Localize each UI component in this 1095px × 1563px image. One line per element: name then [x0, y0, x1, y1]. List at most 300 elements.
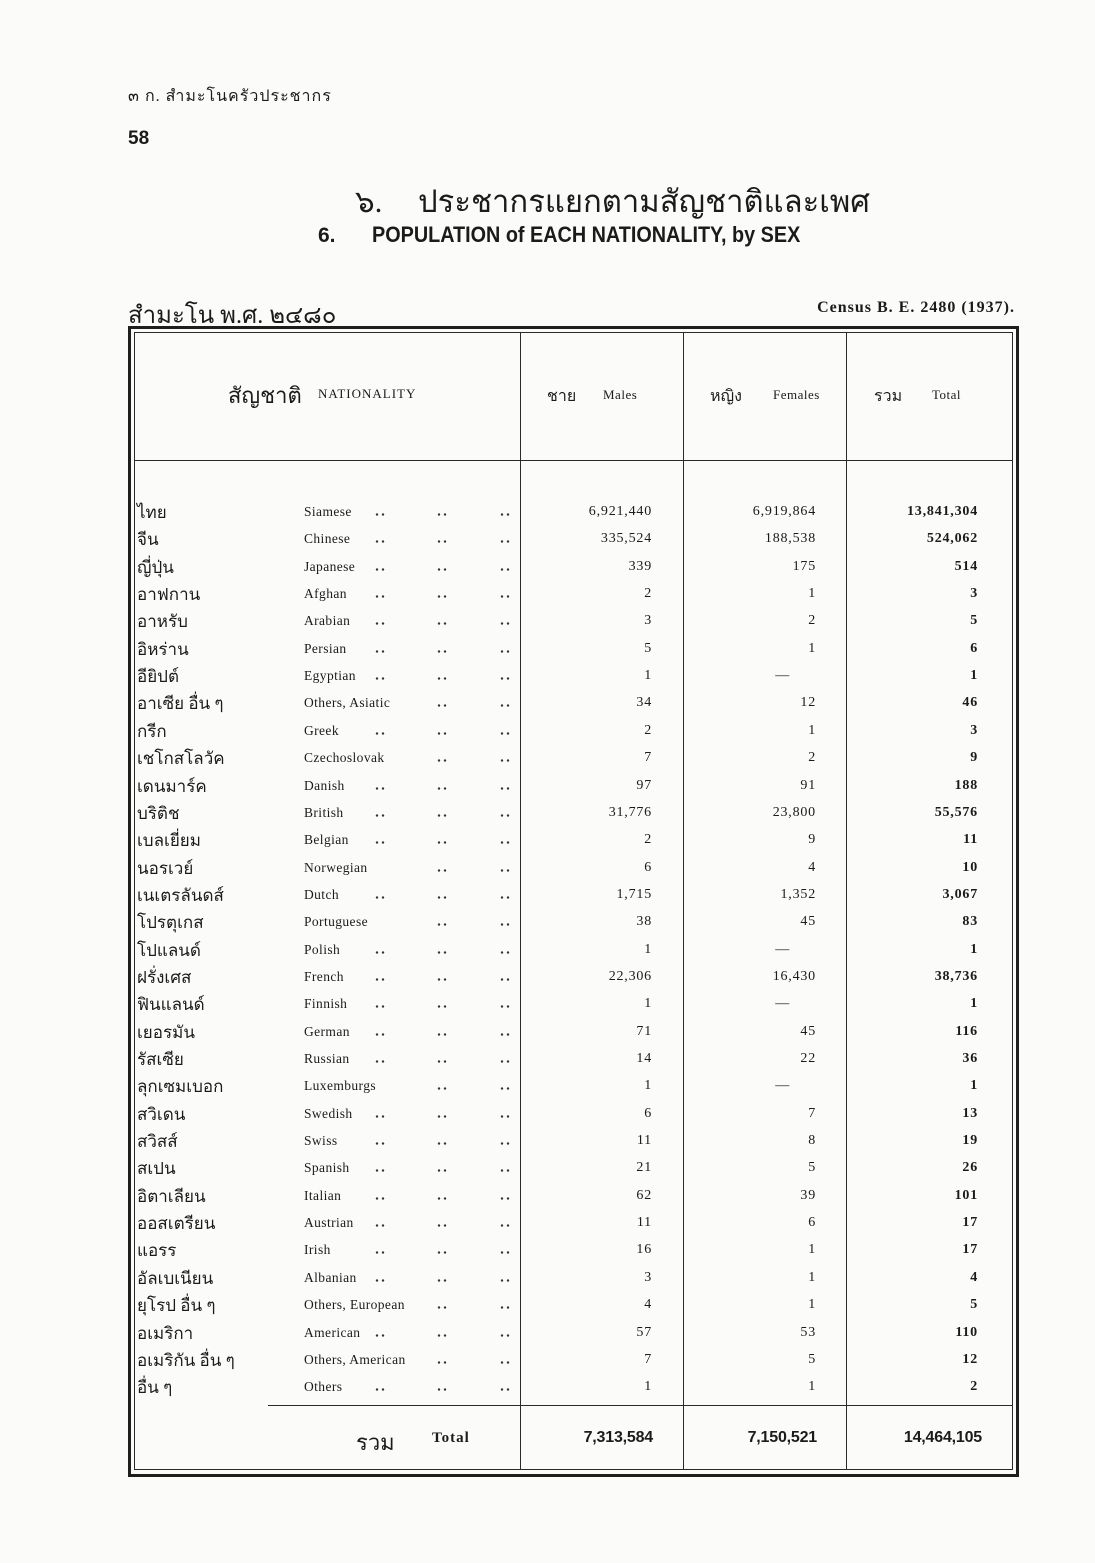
nationality-thai: แอรร	[137, 1241, 177, 1261]
table-row	[0, 1264, 1095, 1291]
females-value: 16,430	[772, 968, 816, 984]
total-value: 524,062	[926, 531, 978, 547]
nationality-english: Finnish	[304, 996, 348, 1012]
leader-dots	[499, 1115, 510, 1118]
leader-dots	[499, 1060, 510, 1063]
leader-dots	[436, 869, 447, 872]
males-value: 4	[644, 1297, 652, 1313]
header-divider	[134, 460, 1013, 461]
males-value: 11	[636, 1133, 652, 1149]
males-value: 1	[644, 996, 652, 1012]
nationality-thai: โปรตุเกส	[137, 913, 204, 933]
nationality-english: Italian	[304, 1187, 342, 1203]
males-value: 16	[636, 1242, 652, 1258]
females-value: 8	[808, 1133, 816, 1149]
table-row	[0, 1018, 1095, 1045]
nationality-english: Swiss	[304, 1133, 338, 1149]
males-value: 31,776	[608, 804, 652, 820]
total-value: 10	[962, 859, 978, 875]
females-value: 2	[808, 750, 816, 766]
leader-dots	[499, 951, 510, 954]
total-value: 38,736	[934, 968, 978, 984]
total-value: 3	[970, 586, 978, 602]
females-value: 1	[808, 586, 816, 602]
total-value: 26	[962, 1160, 978, 1176]
males-value: 11	[636, 1215, 652, 1231]
table-row	[0, 1319, 1095, 1346]
table-row	[0, 936, 1095, 963]
leader-dots	[436, 540, 447, 543]
nationality-english: Arabian	[304, 613, 351, 629]
nationality-thai: ฝรั่งเศส	[137, 967, 192, 987]
leader-dots	[436, 923, 447, 926]
total-males-value: 7,313,584	[583, 1429, 653, 1446]
nationality-thai: ฟินแลนด์	[137, 995, 205, 1015]
nationality-english: American	[304, 1324, 361, 1340]
nationality-thai: ไทย	[137, 503, 167, 522]
leader-dots	[436, 841, 447, 844]
leader-dots	[499, 1334, 510, 1337]
leader-dots	[374, 1388, 385, 1391]
females-value: 1	[808, 722, 816, 738]
leader-dots	[499, 1033, 510, 1036]
table-row	[0, 963, 1095, 990]
table-row	[0, 1182, 1095, 1209]
females-value: 22	[800, 1051, 816, 1066]
total-value: 55,576	[934, 804, 978, 820]
nationality-thai: รัสเซีย	[137, 1050, 184, 1069]
total-value: 13	[962, 1105, 978, 1121]
table-row	[0, 498, 1095, 525]
nationality-english: Russian	[304, 1051, 350, 1066]
leader-dots	[499, 540, 510, 543]
total-divider	[268, 1405, 1013, 1406]
leader-dots	[436, 1388, 447, 1391]
males-value: 21	[636, 1160, 652, 1176]
table-row	[0, 607, 1095, 634]
females-value: —	[775, 1078, 790, 1094]
table-row	[0, 580, 1095, 607]
nationality-english: Austrian	[304, 1215, 354, 1231]
leader-dots	[436, 1087, 447, 1090]
leader-dots	[436, 978, 447, 981]
males-value: 335,524	[600, 531, 652, 547]
nationality-english: Czechoslovak	[304, 750, 385, 766]
table-row	[0, 1154, 1095, 1181]
males-value: 6,921,440	[588, 504, 652, 519]
leader-dots	[436, 1033, 447, 1036]
leader-dots	[499, 787, 510, 790]
nationality-english: Polish	[304, 941, 341, 957]
males-value: 22,306	[608, 968, 652, 984]
leader-dots	[374, 814, 385, 817]
total-value: 110	[955, 1324, 978, 1340]
leader-dots	[436, 787, 447, 790]
leader-dots	[374, 540, 385, 543]
leader-dots	[499, 759, 510, 762]
leader-dots	[436, 896, 447, 899]
leader-dots	[436, 1361, 447, 1364]
census-label-english: Census B. E. 2480 (1937).	[817, 299, 1015, 316]
table-row	[0, 635, 1095, 662]
females-value: 39	[800, 1187, 816, 1203]
nationality-thai: นอรเวย์	[137, 858, 194, 878]
leader-dots	[436, 759, 447, 762]
total-value: 83	[962, 914, 978, 930]
nationality-thai: โปแลนด์	[137, 940, 201, 960]
leader-dots	[499, 1279, 510, 1282]
nationality-english: German	[304, 1023, 350, 1039]
leader-dots	[436, 1334, 447, 1337]
nationality-thai: ญี่ปุ่น	[137, 557, 174, 577]
nationality-thai: อาเซีย อื่น ๆ	[137, 694, 224, 714]
leader-dots	[499, 1142, 510, 1145]
nationality-english: Greek	[304, 722, 339, 738]
leader-dots	[499, 1251, 510, 1254]
leader-dots	[499, 1388, 510, 1391]
females-value: 188,538	[764, 531, 816, 547]
females-value: 1	[808, 1297, 816, 1313]
leader-dots	[499, 923, 510, 926]
leader-dots	[374, 1279, 385, 1282]
table-row	[0, 1373, 1095, 1400]
nationality-thai: กรีก	[137, 721, 167, 741]
nationality-thai: อื่น ๆ	[137, 1378, 173, 1398]
leader-dots	[436, 1060, 447, 1063]
table-row	[0, 826, 1095, 853]
table-row	[0, 1100, 1095, 1127]
females-value: 23,800	[772, 804, 816, 820]
header-females-thai: หญิง	[710, 388, 742, 405]
males-value: 2	[644, 832, 652, 848]
total-value: 5	[970, 613, 978, 629]
nationality-thai: อาฟกาน	[137, 585, 201, 605]
females-value: 1	[808, 1269, 816, 1285]
leader-dots	[499, 1361, 510, 1364]
leader-dots	[374, 1142, 385, 1145]
leader-dots	[436, 951, 447, 954]
nationality-thai: จีน	[137, 530, 159, 550]
total-value: 188	[954, 777, 978, 793]
leader-dots	[374, 978, 385, 981]
total-value: 116	[955, 1023, 978, 1039]
males-value: 1	[644, 941, 652, 957]
nationality-english: French	[304, 968, 344, 984]
leader-dots	[436, 1251, 447, 1254]
males-value: 1	[644, 1379, 652, 1395]
leader-dots	[374, 1169, 385, 1172]
total-value: 11	[963, 832, 978, 848]
title-english: POPULATION of EACH NATIONALITY, by SEX	[372, 222, 801, 247]
total-value: 1	[970, 1078, 978, 1094]
header-males-thai: ชาย	[547, 388, 577, 405]
females-value: 12	[800, 695, 816, 711]
nationality-thai: บริติช	[137, 803, 180, 823]
leader-dots	[499, 1197, 510, 1200]
table-row	[0, 1045, 1095, 1072]
leader-dots	[499, 1306, 510, 1309]
nationality-thai: เนเตรลันดส์	[137, 885, 224, 905]
males-value: 2	[644, 722, 652, 738]
header-total-english: Total	[932, 387, 962, 402]
nationality-thai: อเมริกา	[137, 1323, 194, 1343]
females-value: 53	[800, 1324, 816, 1340]
total-value: 101	[954, 1187, 978, 1203]
nationality-thai: สเปน	[137, 1159, 176, 1179]
nationality-thai: อิตาเลียน	[137, 1186, 206, 1206]
males-value: 71	[636, 1023, 652, 1039]
total-value: 3	[970, 722, 978, 738]
leader-dots	[374, 1224, 385, 1227]
leader-dots	[499, 1087, 510, 1090]
males-value: 2	[644, 586, 652, 602]
females-value: 1	[808, 1379, 816, 1395]
total-value: 12	[962, 1351, 978, 1367]
males-value: 7	[644, 1351, 652, 1367]
nationality-thai: สวิสส์	[137, 1132, 178, 1152]
leader-dots	[499, 595, 510, 598]
leader-dots	[436, 732, 447, 735]
leader-dots	[436, 1306, 447, 1309]
nationality-english: Irish	[304, 1242, 331, 1258]
males-value: 62	[636, 1187, 652, 1203]
census-label-thai: สำมะโน พ.ศ. ๒๔๘๐	[128, 303, 337, 329]
leader-dots	[499, 677, 510, 680]
females-value: 4	[808, 859, 816, 875]
females-value: 5	[808, 1351, 816, 1367]
leader-dots	[499, 732, 510, 735]
males-value: 6	[644, 1105, 652, 1121]
females-value: —	[775, 941, 790, 957]
leader-dots	[436, 1197, 447, 1200]
females-value: 45	[800, 1023, 816, 1039]
leader-dots	[436, 814, 447, 817]
leader-dots	[374, 1033, 385, 1036]
leader-dots	[436, 677, 447, 680]
females-value: 5	[808, 1160, 816, 1176]
males-value: 339	[628, 558, 652, 574]
leader-dots	[499, 622, 510, 625]
nationality-english: Egyptian	[304, 668, 356, 684]
table-row	[0, 1291, 1095, 1318]
total-value: 17	[962, 1215, 978, 1231]
males-value: 14	[636, 1051, 652, 1066]
nationality-thai: ออสเตรียน	[137, 1214, 216, 1234]
total-value: 46	[962, 695, 978, 711]
leader-dots	[499, 1169, 510, 1172]
leader-dots	[374, 896, 385, 899]
leader-dots	[499, 841, 510, 844]
females-value: —	[775, 668, 790, 684]
leader-dots	[436, 1005, 447, 1008]
table-row	[0, 908, 1095, 935]
table-row	[0, 854, 1095, 881]
males-value: 7	[644, 750, 652, 766]
leader-dots	[436, 704, 447, 707]
females-value: 1	[808, 1242, 816, 1258]
females-value: 6,919,864	[752, 504, 816, 519]
leader-dots	[374, 513, 385, 516]
title-english-number: 6.	[318, 224, 336, 247]
leader-dots	[436, 513, 447, 516]
leader-dots	[499, 650, 510, 653]
total-value: 4	[970, 1269, 978, 1285]
page-number: 58	[128, 128, 150, 149]
leader-dots	[436, 1279, 447, 1282]
males-value: 38	[636, 914, 652, 930]
leader-dots	[436, 622, 447, 625]
total-value: 514	[954, 558, 978, 574]
leader-dots	[499, 1005, 510, 1008]
nationality-thai: ยุโรป อื่น ๆ	[137, 1296, 216, 1316]
males-value: 97	[636, 777, 652, 793]
nationality-thai: อาหรับ	[137, 612, 188, 632]
leader-dots	[374, 787, 385, 790]
table-row	[0, 744, 1095, 771]
females-value: 6	[808, 1215, 816, 1231]
total-label-thai: รวม	[356, 1430, 395, 1455]
nationality-thai: เบลเยี่ยม	[137, 831, 201, 851]
females-value: 1	[808, 640, 816, 656]
males-value: 6	[644, 859, 652, 875]
nationality-english: Others, European	[304, 1297, 405, 1313]
nationality-english: Luxemburgs	[304, 1078, 376, 1094]
females-value: 1,352	[780, 886, 816, 902]
nationality-english: Others, Asiatic	[304, 695, 391, 711]
leader-dots	[499, 978, 510, 981]
nationality-english: Spanish	[304, 1160, 350, 1176]
running-head: ๓ ก. สำมะโนครัวประชากร	[128, 88, 332, 105]
nationality-english: Danish	[304, 777, 345, 793]
nationality-english: Japanese	[304, 558, 356, 574]
total-value: 2	[970, 1379, 978, 1395]
table-row	[0, 689, 1095, 716]
leader-dots	[499, 1224, 510, 1227]
table-row	[0, 1072, 1095, 1099]
males-value: 1,715	[616, 886, 652, 902]
title-thai-number: ๖.	[355, 184, 383, 219]
title-thai: ประชากรแยกตามสัญชาติและเพศ	[418, 184, 870, 219]
leader-dots	[374, 1251, 385, 1254]
leader-dots	[374, 677, 385, 680]
leader-dots	[374, 1005, 385, 1008]
nationality-english: Dutch	[304, 886, 339, 902]
table-row	[0, 881, 1095, 908]
nationality-english: Others	[304, 1379, 343, 1395]
females-value: 45	[800, 914, 816, 930]
total-value: 1	[970, 668, 978, 684]
table-row	[0, 990, 1095, 1017]
total-value: 1	[970, 941, 978, 957]
total-value: 9	[970, 750, 978, 766]
nationality-english: Belgian	[304, 832, 349, 848]
leader-dots	[374, 1197, 385, 1200]
leader-dots	[374, 1115, 385, 1118]
total-value: 3,067	[942, 886, 978, 902]
females-value: 2	[808, 613, 816, 629]
males-value: 1	[644, 668, 652, 684]
females-value: —	[775, 996, 790, 1012]
nationality-thai: อียิปต์	[137, 667, 180, 687]
leader-dots	[374, 568, 385, 571]
nationality-english: Portuguese	[304, 914, 368, 930]
leader-dots	[499, 704, 510, 707]
table-row	[0, 1127, 1095, 1154]
males-value: 3	[644, 613, 652, 629]
table-row	[0, 1346, 1095, 1373]
nationality-english: Others, American	[304, 1351, 406, 1367]
nationality-english: Persian	[304, 640, 347, 656]
table-row	[0, 772, 1095, 799]
nationality-english: Albanian	[304, 1269, 357, 1285]
leader-dots	[374, 595, 385, 598]
leader-dots	[436, 1115, 447, 1118]
nationality-thai: อัลเบเนียน	[137, 1268, 214, 1288]
leader-dots	[436, 568, 447, 571]
leader-dots	[499, 869, 510, 872]
total-value: 19	[962, 1133, 978, 1149]
nationality-thai: อิหร่าน	[137, 639, 189, 659]
header-total-thai: รวม	[874, 388, 903, 405]
leader-dots	[436, 1169, 447, 1172]
leader-dots	[436, 1224, 447, 1227]
nationality-english: British	[304, 804, 344, 820]
leader-dots	[499, 568, 510, 571]
table-row	[0, 525, 1095, 552]
females-value: 7	[808, 1105, 816, 1121]
nationality-english: Swedish	[304, 1105, 353, 1121]
table-row	[0, 553, 1095, 580]
total-value: 1	[970, 996, 978, 1012]
females-value: 9	[808, 832, 816, 848]
leader-dots	[374, 1060, 385, 1063]
leader-dots	[436, 650, 447, 653]
males-value: 1	[644, 1078, 652, 1094]
nationality-thai: สวิเดน	[137, 1104, 186, 1124]
table-row	[0, 1209, 1095, 1236]
leader-dots	[374, 841, 385, 844]
leader-dots	[374, 732, 385, 735]
table-row	[0, 799, 1095, 826]
leader-dots	[374, 1334, 385, 1337]
total-value: 13,841,304	[907, 504, 978, 519]
males-value: 57	[636, 1324, 652, 1340]
total-value: 6	[970, 640, 978, 656]
total-value: 36	[962, 1051, 978, 1066]
leader-dots	[374, 622, 385, 625]
leader-dots	[499, 513, 510, 516]
nationality-thai: ลุกเซมเบอก	[137, 1077, 224, 1097]
total-total-value: 14,464,105	[903, 1429, 982, 1446]
leader-dots	[499, 814, 510, 817]
total-value: 17	[962, 1242, 978, 1258]
header-females-english: Females	[773, 387, 820, 402]
leader-dots	[499, 896, 510, 899]
males-value: 34	[636, 695, 652, 711]
nationality-english: Norwegian	[304, 859, 368, 875]
males-value: 3	[644, 1269, 652, 1285]
leader-dots	[374, 951, 385, 954]
nationality-english: Chinese	[304, 531, 351, 547]
nationality-english: Siamese	[304, 504, 352, 519]
total-label-english: Total	[432, 1430, 470, 1446]
nationality-english: Afghan	[304, 586, 347, 602]
females-value: 175	[792, 558, 816, 574]
header-males-english: Males	[603, 387, 638, 402]
nationality-thai: อเมริกัน อื่น ๆ	[137, 1350, 235, 1370]
leader-dots	[436, 1142, 447, 1145]
nationality-thai: เยอรมัน	[137, 1022, 195, 1042]
